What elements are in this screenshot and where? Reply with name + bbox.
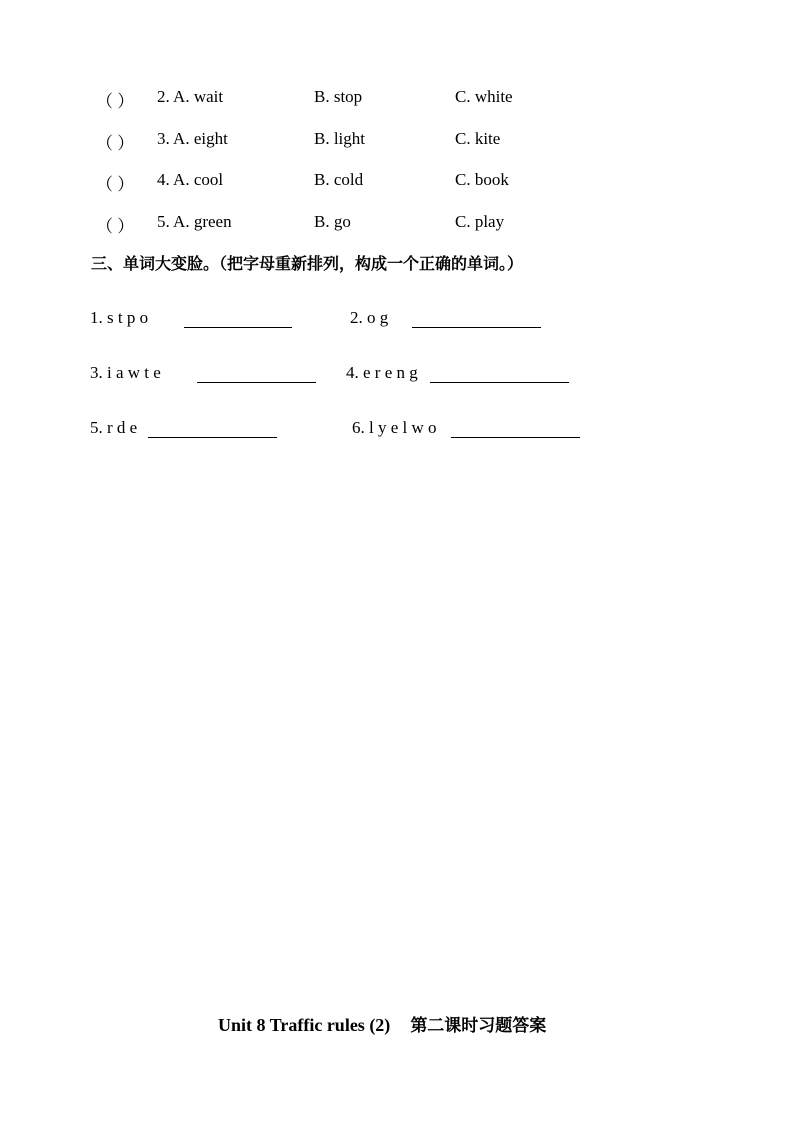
option-c: C. play (455, 212, 505, 231)
scramble-label: 1. s t p o (90, 308, 149, 327)
answer-paren[interactable]: （ ） (96, 175, 135, 194)
answer-blank[interactable] (148, 421, 277, 438)
answer-blank[interactable] (451, 421, 580, 438)
answer-blank[interactable] (412, 311, 541, 328)
scramble-label: 2. o g (350, 308, 389, 327)
answer-paren[interactable]: （ ） (96, 134, 135, 153)
option-a: 4. A. cool (157, 170, 224, 189)
option-b: B. cold (314, 170, 364, 189)
answer-paren[interactable]: （ ） (96, 217, 135, 236)
option-b: B. go (314, 212, 351, 231)
answer-blank[interactable] (184, 311, 292, 328)
option-c: C. kite (455, 129, 501, 148)
scramble-label: 6. l y e l w o (352, 418, 437, 437)
option-b: B. stop (314, 87, 363, 106)
heading-chinese: 第二课时习题答案 (410, 1016, 547, 1036)
section-title: 三、单词大变脸。（把字母重新排列，构成一个正确的单词。） (91, 254, 524, 273)
heading-english: Unit 8 Traffic rules (2) (218, 1015, 391, 1035)
answer-blank[interactable] (430, 366, 569, 383)
scramble-label: 4. e r e n g (346, 363, 418, 382)
answer-blank[interactable] (197, 366, 316, 383)
option-c: C. book (455, 170, 509, 189)
option-a: 3. A. eight (157, 129, 228, 148)
option-c: C. white (455, 87, 513, 106)
answer-paren[interactable]: （ ） (96, 92, 135, 111)
option-a: 2. A. wait (157, 87, 224, 106)
scramble-label: 5. r d e (90, 418, 138, 437)
answer-key-heading (218, 1013, 546, 1038)
scramble-label: 3. i a w t e (90, 363, 161, 382)
option-a: 5. A. green (157, 212, 232, 231)
option-b: B. light (314, 129, 366, 148)
